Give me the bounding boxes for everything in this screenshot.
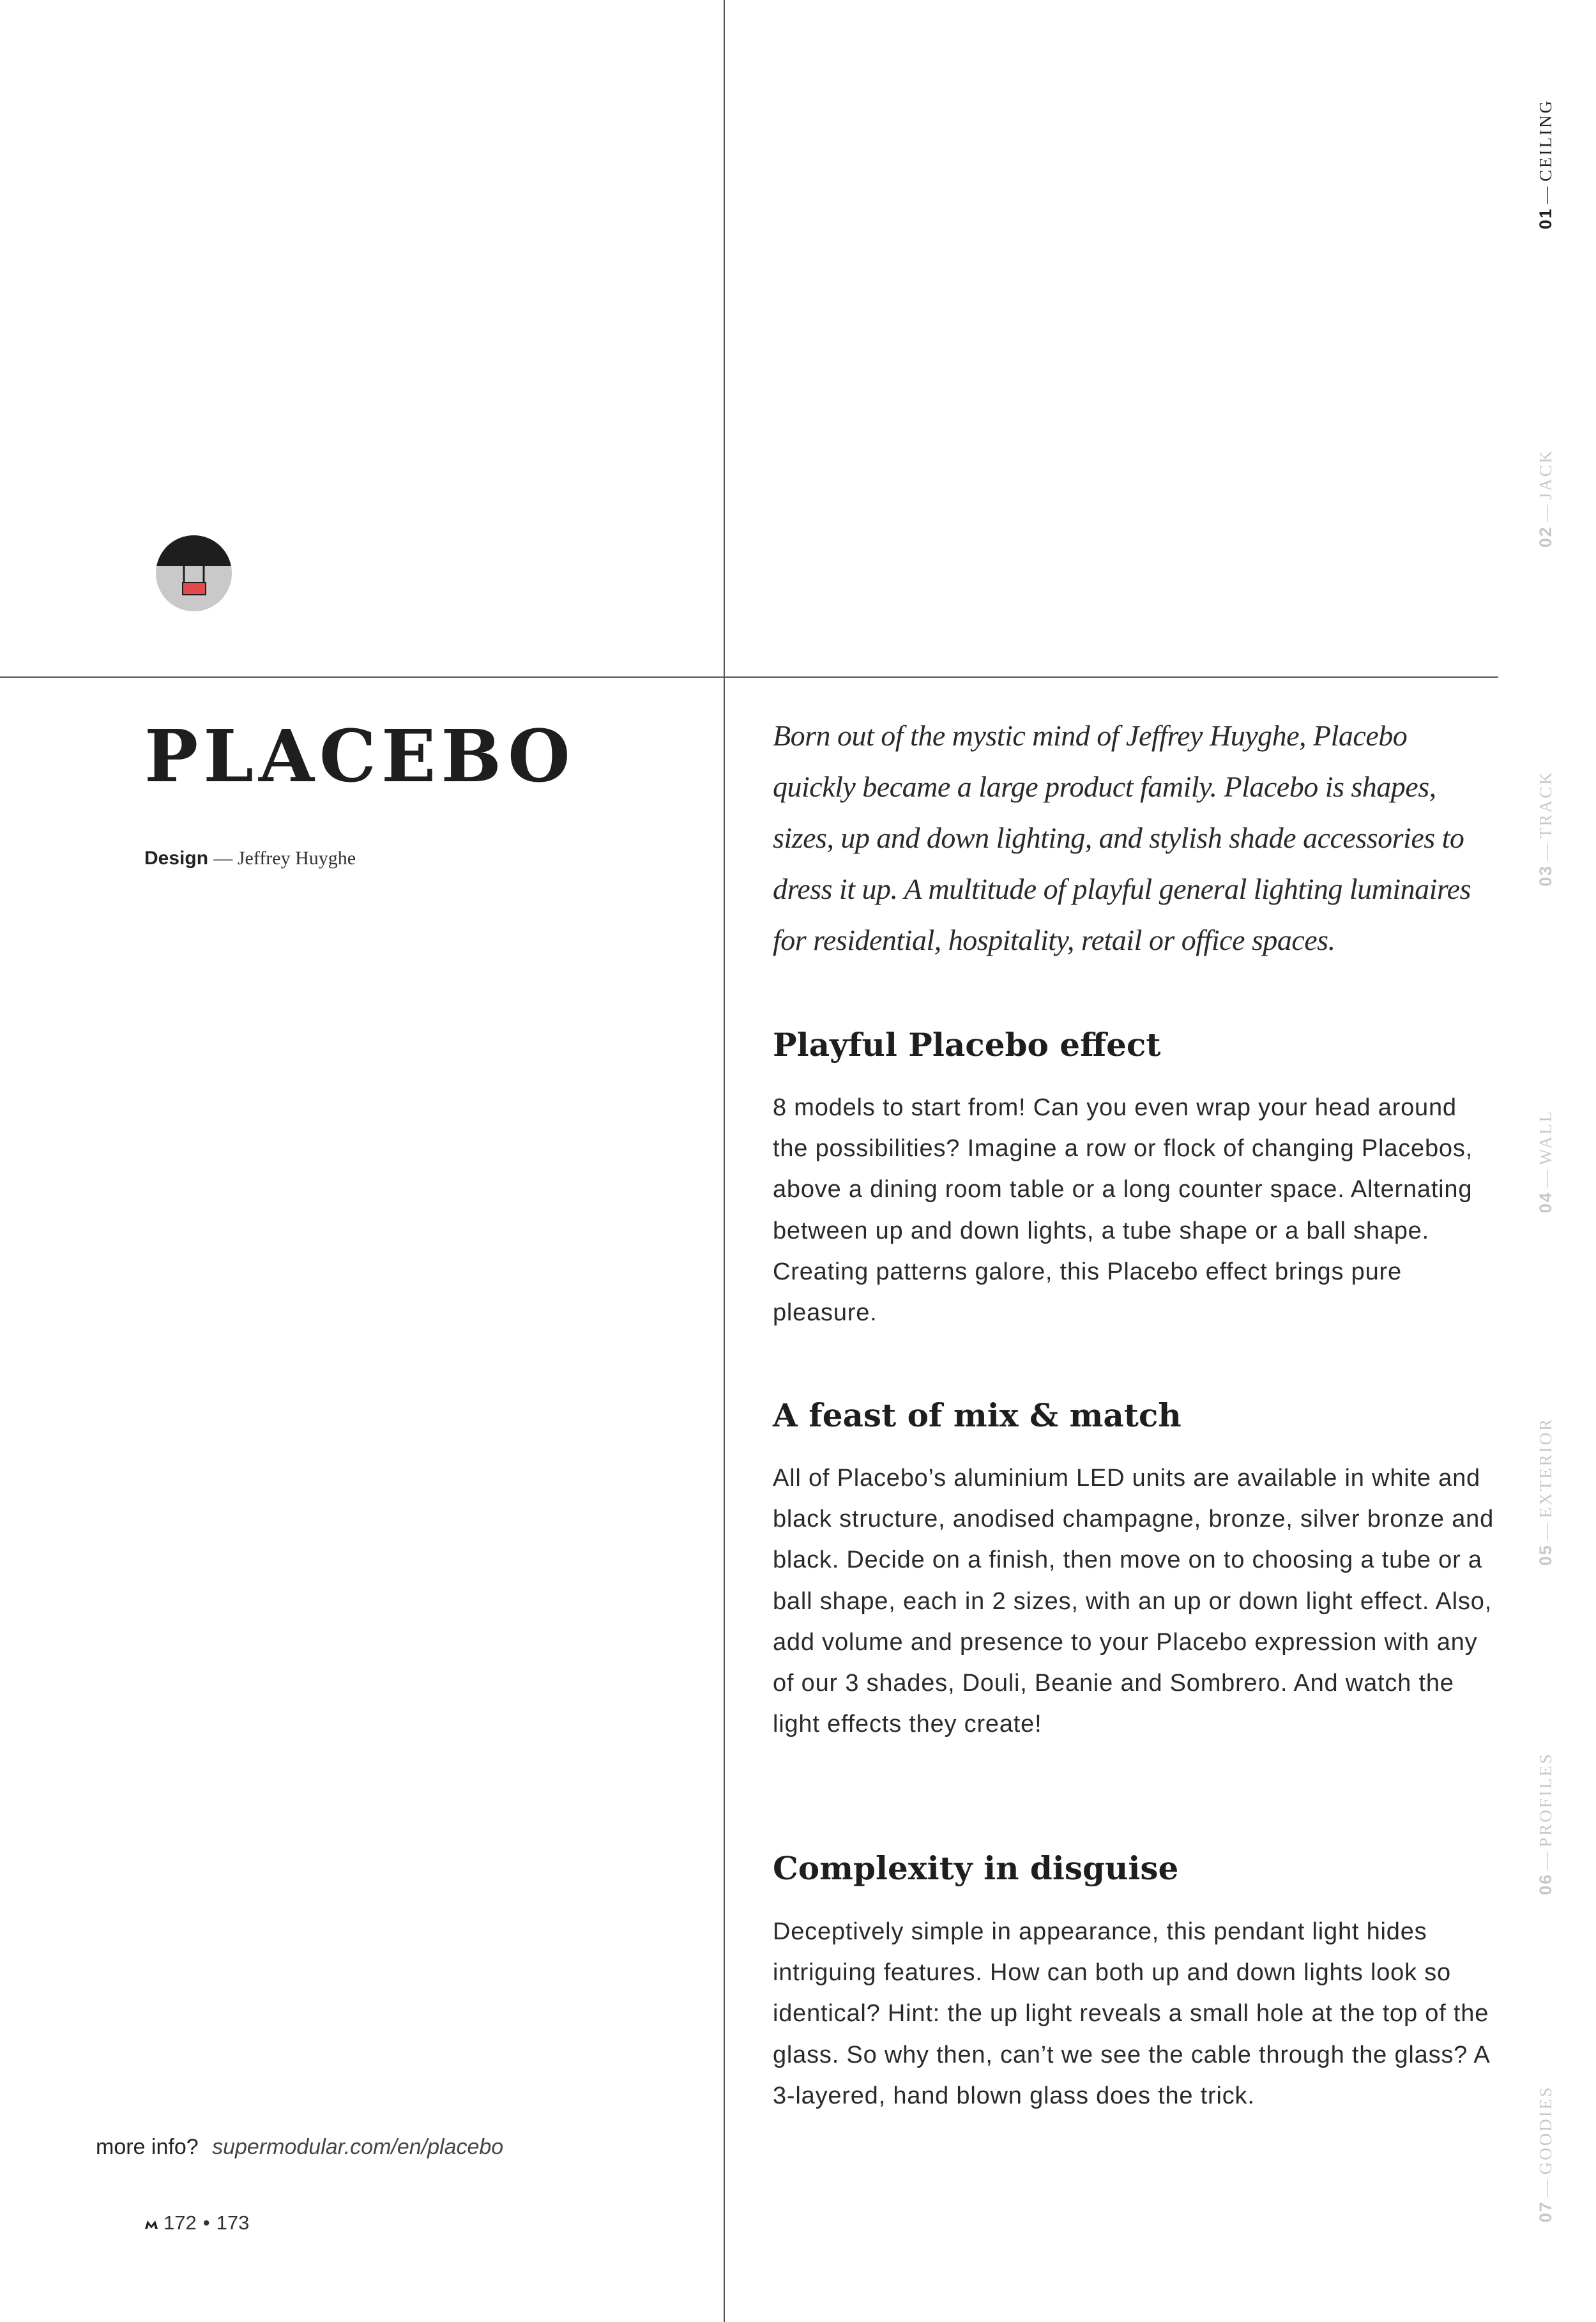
side-nav-label: PROFILES <box>1536 1752 1555 1847</box>
side-nav-label: JACK <box>1536 448 1555 500</box>
section-body-playful: 8 models to start from! Can you even wrap your head around the possibilities? Imagine a row or flock of changing Placebos, above a dining room table or a long counter space. Alternating between up and down lights, a tube shape or a ball shape. Creating patterns galore, this Placebo effect brings pure pleasure. <box>773 1094 1473 1327</box>
side-nav-dash: — <box>1536 185 1555 204</box>
side-nav-num: 05 <box>1536 1544 1555 1566</box>
side-nav-dash: — <box>1536 1168 1555 1188</box>
side-nav-num: 03 <box>1536 864 1555 887</box>
side-nav-label: GOODIES <box>1536 2085 1555 2175</box>
page-separator: • <box>202 2211 210 2234</box>
page-right: 173 <box>216 2211 250 2234</box>
vertical-divider <box>724 0 725 2322</box>
side-nav-dash: — <box>1536 1851 1555 1870</box>
page-left: 172 <box>163 2211 197 2234</box>
side-nav-num: 04 <box>1536 1191 1555 1214</box>
section-body-complexity: Deceptively simple in appearance, this pendant light hides intriguing features. How can both up and down lights look so identical? Hint: the up light reveals a small hole at the top of the glass. So why then, can’t we see the cable through the glass? A 3-layered, hand blown glass does the trick. <box>773 1918 1489 2109</box>
side-nav-label: CEILING <box>1536 98 1555 181</box>
section-title-complexity: Complexity in disguise <box>773 1849 1179 1887</box>
more-info-label: more info? <box>96 2135 199 2159</box>
pendant-lamp-icon <box>156 535 232 611</box>
horizontal-divider <box>0 676 1498 678</box>
more-info-link[interactable]: supermodular.com/en/placebo <box>212 2135 504 2159</box>
designer-name: — Jeffrey Huyghe <box>213 848 356 869</box>
side-nav-num: 07 <box>1536 2201 1555 2223</box>
supermodular-logo-icon <box>144 2210 158 2236</box>
intro-paragraph: Born out of the mystic mind of Jeffrey Huyghe, Placebo quickly became a large product family. Placebo is shapes, sizes, up and down lighting, and stylish shade accessories to dress it up. A multitude of playful general lighting luminaires for residential, hospitality, retail or office spaces. <box>773 719 1471 956</box>
side-nav-dash: — <box>1536 1522 1555 1541</box>
section-body-mix-match: All of Placebo’s aluminium LED units are available in white and black structure, anodised champagne, bronze, silver bronze and black. Decide on a finish, then move on to choosing a tube or a ball shape, each in 2 sizes, with an up or down light effect. Also, add volume and presence to your Placebo expression with any of our 3 shades, Douli, Beanie and Sombrero. And watch the light effects they create! <box>773 1465 1494 1738</box>
section-title-playful: Playful Placebo effect <box>773 1026 1161 1064</box>
side-nav-label: WALL <box>1536 1109 1555 1165</box>
page-numbers <box>144 2210 249 2236</box>
side-nav-num: 02 <box>1536 526 1555 548</box>
designer-credit <box>144 846 356 871</box>
side-nav-dash: — <box>1536 842 1555 861</box>
more-info-line <box>96 2132 503 2162</box>
side-nav-label: EXTERIOR <box>1536 1417 1555 1518</box>
side-nav-dash: — <box>1536 503 1555 523</box>
side-nav-num: 01 <box>1536 207 1555 230</box>
design-label: Design <box>144 848 209 869</box>
side-nav-dash: — <box>1536 2178 1555 2197</box>
side-nav-label: TRACK <box>1536 770 1555 839</box>
side-nav-num: 06 <box>1536 1873 1555 1895</box>
section-title-mix-match: A feast of mix & match <box>773 1396 1182 1434</box>
product-title: PLACEBO <box>144 715 575 798</box>
